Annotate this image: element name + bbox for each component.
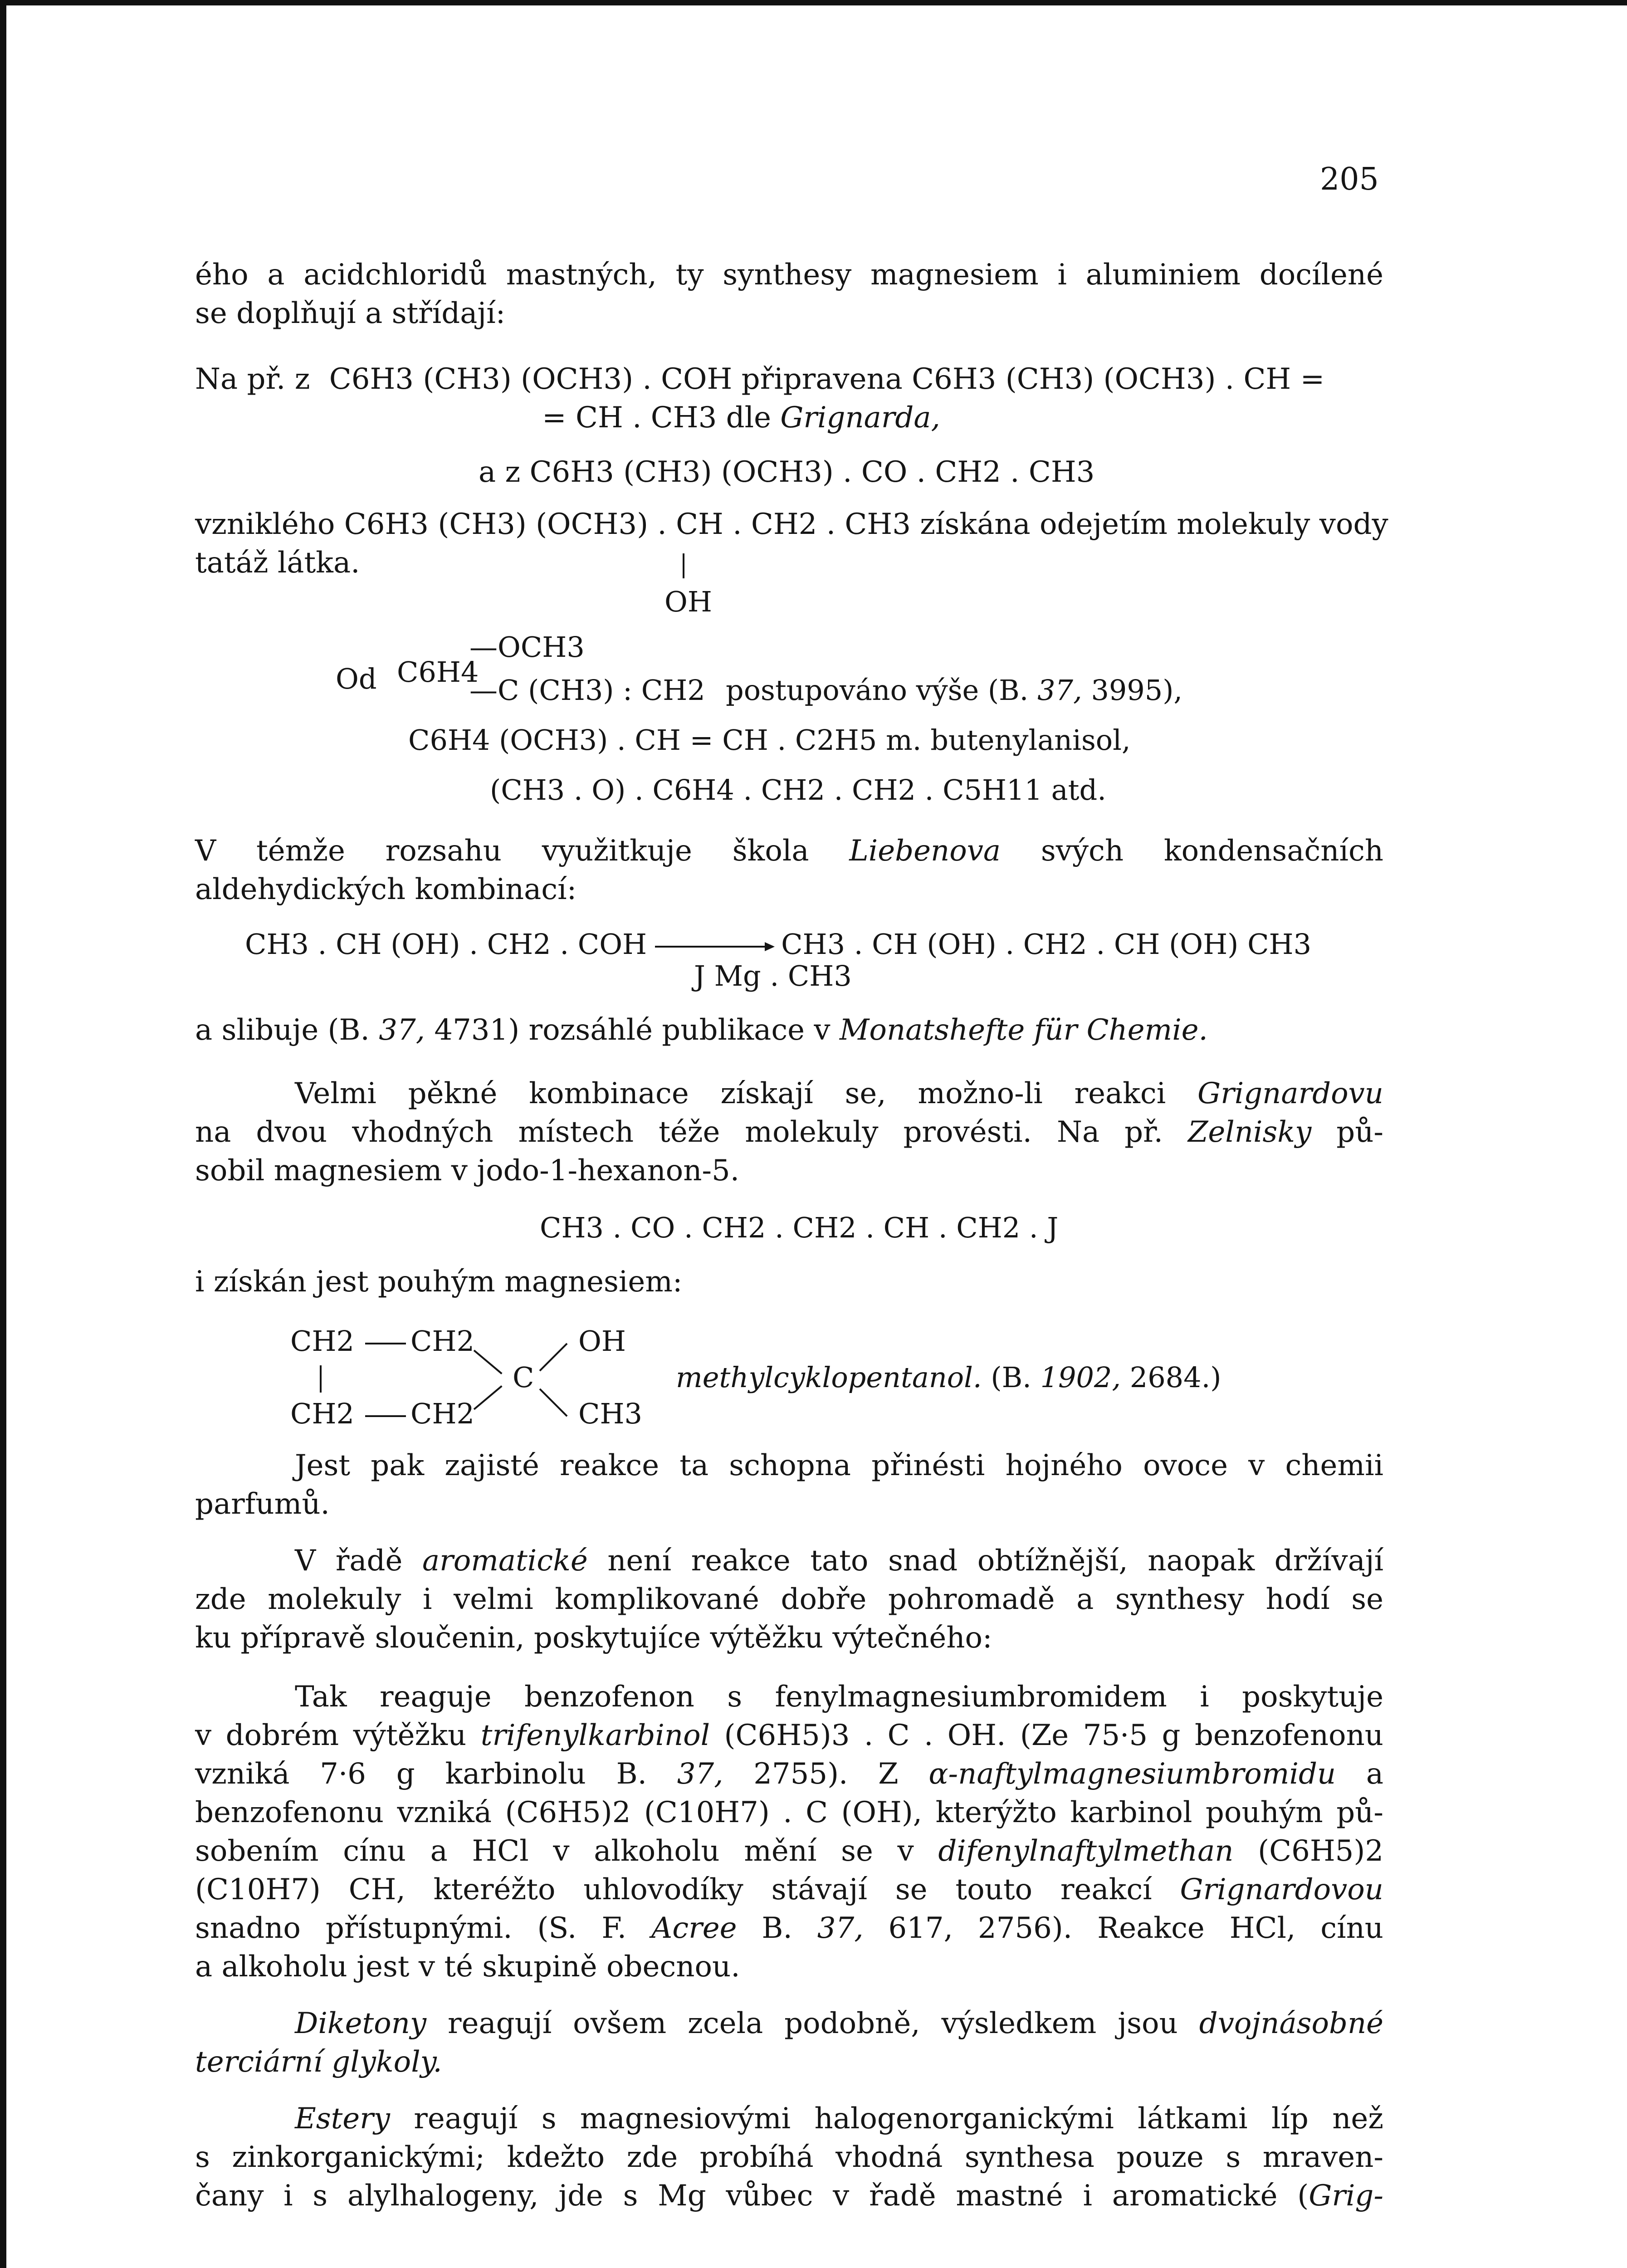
formula-line: (CH3 . O) . C6H4 . CH2 . CH2 . C5H11 atd. xyxy=(490,773,1106,807)
atom-label: CH2 xyxy=(290,1397,354,1430)
text-line: ku přípravě sloučenin, poskytujíce výtěžku výtečného: xyxy=(195,1621,992,1655)
text-span: sobením cínu a HCl v alkoholu mění se v xyxy=(195,1834,914,1868)
text-line xyxy=(195,835,1383,868)
name-italic: Grig- xyxy=(1309,2179,1383,2213)
term-italic: trifenylkarbinol xyxy=(480,1719,710,1752)
text-line: a alkoholu jest v té skupině obecnou. xyxy=(195,1950,740,1984)
text-span xyxy=(726,674,1182,707)
term-italic: α-naftylmagnesiumbromidu xyxy=(928,1757,1336,1791)
formula-line: C6H4 (OCH3) . CH = CH . C2H5 m. butenylanisol, xyxy=(408,723,1131,757)
reference-italic: 37, xyxy=(817,1911,864,1945)
text-line: aldehydických kombinací: xyxy=(195,873,577,906)
atom-label: C xyxy=(513,1361,534,1394)
term-italic: aromatické xyxy=(422,1544,588,1578)
text-span: Velmi pěkné kombinace získají se, možno-li reakci xyxy=(295,1077,1166,1110)
bond-line xyxy=(320,1365,322,1393)
text-span: reagují ovšem zcela podobně, výsledkem jsou xyxy=(448,2007,1178,2040)
text-line xyxy=(195,2180,1383,2213)
text-line: i získán jest pouhým magnesiem: xyxy=(195,1265,683,1299)
text-line: Tak reaguje benzofenon s fenylmagnesiumbromidem i poskytuje xyxy=(295,1680,1383,1714)
text-span: (C6H5)3 . C . OH. (Ze 75·5 g benzofenonu xyxy=(724,1719,1384,1752)
reaction-arrow xyxy=(655,946,773,948)
reference-italic: 37, xyxy=(1037,674,1082,707)
formula-line xyxy=(195,363,1383,396)
formula-line: CH3 . CO . CH2 . CH2 . CH . CH2 . J xyxy=(540,1211,1059,1244)
text-line: parfumů. xyxy=(195,1487,330,1521)
text-line: zde molekuly i velmi komplikované dobře pohromadě a synthesy hodí se xyxy=(195,1583,1383,1616)
text-line: Jest pak zajisté reakce ta schopna přinésti hojného ovoce v chemii xyxy=(295,1449,1383,1482)
name-italic: Grignardovu xyxy=(1197,1077,1384,1110)
text-span: pů- xyxy=(1336,1115,1384,1149)
bond-line xyxy=(474,1349,503,1374)
name-italic: methylcyklopentanol. xyxy=(676,1361,982,1394)
text-line: vzniklého C6H3 (CH3) (OCH3) . CH . CH2 . CH3 získána odejetím molekuly vody xyxy=(195,508,1388,541)
formula-span: CH3 . CH (OH) . CH2 . COH xyxy=(245,928,647,961)
text-span: postupováno výše (B. xyxy=(726,674,1029,707)
name-italic: Acree xyxy=(651,1911,737,1945)
text-line xyxy=(295,2102,1383,2136)
text-line xyxy=(295,2007,1383,2041)
text-span: 617, 2756). Reakce HCl, cínu xyxy=(888,1911,1384,1945)
formula-label: C6H4 xyxy=(397,655,479,689)
text-line: tatáž látka. xyxy=(195,546,360,580)
text-span: Na př. xyxy=(1056,1115,1163,1149)
atom-label: CH2 xyxy=(410,1325,474,1358)
text-span: a slibuje (B. xyxy=(195,1013,370,1047)
reaction-line xyxy=(245,928,1311,961)
text-span: vzniká 7·6 g karbinolu B. xyxy=(195,1757,647,1791)
text-line xyxy=(195,1116,1383,1149)
name-italic: Grignardovou xyxy=(1180,1873,1384,1906)
formula-line: a z C6H3 (CH3) (OCH3) . CO . CH2 . CH3 xyxy=(479,455,1095,489)
text-span: 4731) rozsáhlé publikace v xyxy=(434,1013,831,1047)
text-span: B. xyxy=(762,1911,792,1945)
formula-label: Od xyxy=(336,662,377,695)
scan-border-left xyxy=(0,0,6,2268)
text-span: v dobrém výtěžku xyxy=(195,1719,467,1752)
text-span: 2684.) xyxy=(1129,1361,1221,1394)
bond-line xyxy=(474,1385,503,1410)
reference-italic: 1902, xyxy=(1040,1361,1121,1394)
formula-label: —C (CH3) : CH2 xyxy=(469,674,705,707)
text-line: terciární glykoly. xyxy=(195,2045,442,2079)
formula-label: —OCH3 xyxy=(469,631,585,664)
text-line xyxy=(295,1545,1383,1578)
atom-label: CH3 xyxy=(578,1397,642,1430)
text-line xyxy=(195,1912,1383,1945)
bond-line xyxy=(539,1343,568,1371)
atom-label: CH2 xyxy=(410,1397,474,1430)
text-span: není reakce tato snad obtížnější, naopak držívají xyxy=(607,1544,1384,1578)
reagent-label: J Mg . CH3 xyxy=(694,959,852,992)
text-line: ého a acidchloridů mastných, ty synthesy magnesiem i aluminiem docílené xyxy=(195,258,1383,292)
text-span: Na př. z xyxy=(195,362,310,396)
text-span: čany i s alylhalogeny, jde s Mg vůbec v řadě mastné i aromatické ( xyxy=(195,2179,1309,2213)
term-italic: Diketony xyxy=(295,2007,427,2040)
name-italic: Grignarda, xyxy=(780,401,940,435)
text-line: benzofenonu vzniká (C6H5)2 (C10H7) . C (OH), kterýžto karbinol pouhým pů- xyxy=(195,1796,1383,1829)
text-line xyxy=(195,1014,1383,1047)
text-line: se doplňují a střídají: xyxy=(195,297,506,330)
text-line xyxy=(195,1719,1383,1753)
bond-line xyxy=(683,553,684,578)
bond-line xyxy=(365,1415,406,1417)
text-line xyxy=(195,1758,1383,1791)
text-span: V témže rozsahu využitkuje škola xyxy=(195,834,809,868)
text-line xyxy=(195,1835,1383,1868)
text-line xyxy=(295,1077,1383,1111)
bond-line xyxy=(539,1388,568,1417)
formula-span: C6H3 (CH3) (OCH3) . COH připravena C6H3 (CH3) (OCH3) . CH = xyxy=(329,362,1325,396)
term-italic: dvojnásobné xyxy=(1199,2007,1384,2040)
journal-italic: Monatshefte für Chemie. xyxy=(839,1013,1208,1047)
page-number: 205 xyxy=(1320,161,1379,197)
text-span: reagují s magnesiovými halogenorganickými látkami líp než xyxy=(414,2102,1384,2136)
formula-span: CH3 . CH (OH) . CH2 . CH (OH) CH3 xyxy=(781,928,1312,961)
atom-label: OH xyxy=(578,1325,626,1358)
atom-label: CH2 xyxy=(290,1325,354,1358)
term-italic: Estery xyxy=(295,2102,390,2136)
name-italic: Liebenova xyxy=(849,834,1001,868)
text-line: s zinkorganickými; kdežto zde probíhá vhodná synthesa pouze s mraven- xyxy=(195,2141,1383,2174)
formula-span: = CH . CH3 dle xyxy=(542,401,771,435)
text-span: (B. xyxy=(991,1361,1031,1394)
text-span: (C10H7) CH, kteréžto uhlovodíky stávají se touto reakcí xyxy=(195,1873,1152,1906)
name-italic: Zelnisky xyxy=(1187,1115,1312,1149)
text-span: na dvou vhodných místech téže molekuly provésti. xyxy=(195,1115,1032,1149)
text-span: svých kondensačních xyxy=(1041,834,1384,868)
text-span: snadno přístupnými. (S. F. xyxy=(195,1911,627,1945)
text-span: (C6H5)2 xyxy=(1258,1834,1384,1868)
compound-name xyxy=(676,1361,1221,1394)
bond-line xyxy=(365,1343,406,1344)
reference-italic: 37, xyxy=(379,1013,425,1047)
reference-italic: 37, xyxy=(677,1757,723,1791)
text-span: 3995), xyxy=(1091,674,1183,707)
text-span: 2755). Z xyxy=(753,1757,899,1791)
term-italic: difenylnaftylmethan xyxy=(938,1834,1234,1868)
text-line: sobil magnesiem v jodo-1-hexanon-5. xyxy=(195,1154,740,1188)
formula-line xyxy=(542,401,940,435)
formula-label: OH xyxy=(664,585,712,618)
text-span: V řadě xyxy=(295,1544,403,1578)
scan-border-top xyxy=(0,0,1627,5)
text-line xyxy=(195,1873,1383,1907)
text-span: a xyxy=(1366,1757,1384,1791)
